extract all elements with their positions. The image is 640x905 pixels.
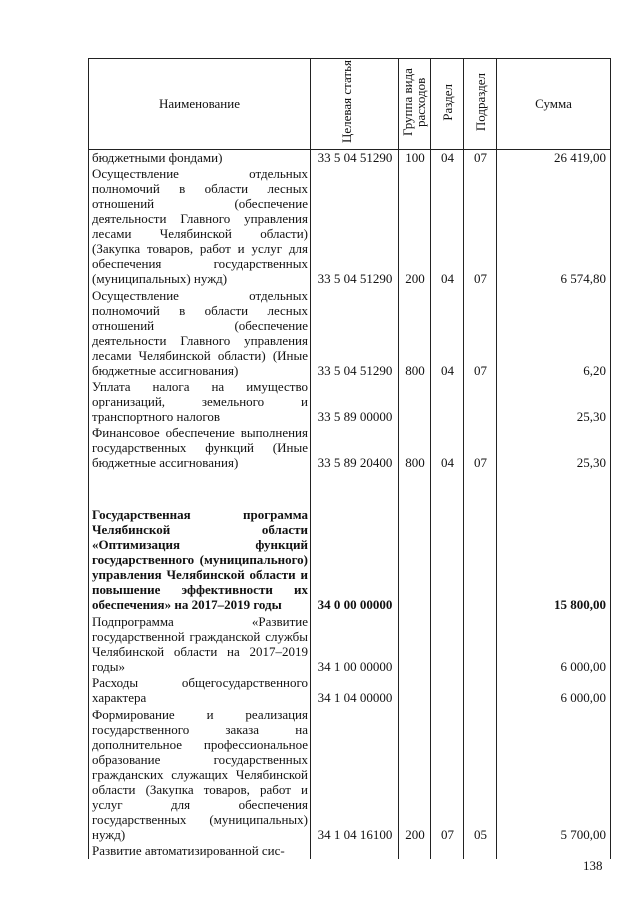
row-target-article: 33 5 04 51290 [311, 166, 399, 287]
table-row [89, 471, 611, 613]
row-target-article: 33 5 04 51290 [311, 150, 399, 167]
row-section: 04 [431, 287, 464, 379]
row-name: Расходы общегосударственного характера [89, 675, 311, 706]
row-name: Государственная программа Челябинской области «Оптимизация функций государственного (муниципального) управления Челябинской области и повышение эффективности их обеспечения» на 2017–2019 годы [89, 471, 311, 613]
row-expense-group [399, 675, 431, 706]
table-row [89, 150, 611, 167]
row-sum: 6 000,00 [497, 613, 611, 675]
row-expense-group: 200 [399, 166, 431, 287]
row-sum: 25,30 [497, 379, 611, 425]
row-section [431, 843, 464, 859]
row-subsection: 07 [464, 287, 497, 379]
row-subsection: 05 [464, 706, 497, 843]
row-expense-group [399, 471, 431, 613]
row-name: Финансовое обеспечение выполнения государственных функций (Иные бюджетные ассигнования) [89, 425, 311, 471]
header-name: Наименование [89, 59, 311, 150]
row-target-article: 33 5 89 20400 [311, 425, 399, 471]
row-subsection [464, 471, 497, 613]
row-target-article: 33 5 04 51290 [311, 287, 399, 379]
row-subsection: 07 [464, 166, 497, 287]
row-name: Осуществление отдельных полномочий в области лесных отношений (обеспечение деятельности Главного управления лесами Челябинской области) (Закупка товаров, работ и услуг для обеспечения государственных (муниципальных) нужд) [89, 166, 311, 287]
row-expense-group [399, 379, 431, 425]
row-subsection [464, 843, 497, 859]
header-target-article: Целевая статья [311, 59, 399, 150]
table-row [89, 166, 611, 287]
header-subsection: Подраздел [464, 59, 497, 150]
row-sum: 25,30 [497, 425, 611, 471]
row-target-article: 34 1 00 00000 [311, 613, 399, 675]
row-section: 04 [431, 150, 464, 167]
row-sum: 6 000,00 [497, 675, 611, 706]
row-sum: 5 700,00 [497, 706, 611, 843]
row-name: бюджетными фондами) [89, 150, 311, 167]
row-subsection [464, 379, 497, 425]
table-row [89, 287, 611, 379]
row-target-article: 33 5 89 00000 [311, 379, 399, 425]
budget-table [88, 58, 611, 859]
row-subsection: 07 [464, 150, 497, 167]
table-body [89, 150, 611, 860]
table-row [89, 675, 611, 706]
row-sum [497, 843, 611, 859]
row-expense-group: 100 [399, 150, 431, 167]
table-row [89, 843, 611, 859]
row-expense-group: 800 [399, 425, 431, 471]
row-expense-group: 200 [399, 706, 431, 843]
row-subsection [464, 675, 497, 706]
row-name: Развитие автоматизированной сис- [89, 843, 311, 859]
row-section [431, 613, 464, 675]
row-expense-group [399, 843, 431, 859]
row-subsection [464, 613, 497, 675]
row-target-article: 34 0 00 00000 [311, 471, 399, 613]
row-sum: 6,20 [497, 287, 611, 379]
row-name: Осуществление отдельных полномочий в области лесных отношений (обеспечение деятельности Главного управления лесами Челябинской области) (Иные бюджетные ассигнования) [89, 287, 311, 379]
row-subsection: 07 [464, 425, 497, 471]
row-name: Подпрограмма «Развитие государственной гражданской службы Челябинской области на 2017–2019 годы» [89, 613, 311, 675]
row-target-article: 34 1 04 00000 [311, 675, 399, 706]
row-expense-group [399, 613, 431, 675]
row-section [431, 471, 464, 613]
table-row [89, 706, 611, 843]
row-section: 04 [431, 425, 464, 471]
row-target-article [311, 843, 399, 859]
table-header [89, 59, 611, 150]
row-name: Уплата налога на имущество организаций, земельного и транспортного налогов [89, 379, 311, 425]
table-row [89, 379, 611, 425]
table-row [89, 425, 611, 471]
row-target-article: 34 1 04 16100 [311, 706, 399, 843]
page-number: 138 [583, 858, 603, 873]
row-expense-group: 800 [399, 287, 431, 379]
row-name: Формирование и реализация государственного заказа на дополнительное профессиональное образование государственных гражданских служащих Челябинской области (Закупка товаров, работ и услуг для обеспечения государственных (муниципальных) нужд) [89, 706, 311, 843]
row-sum: 6 574,80 [497, 166, 611, 287]
header-section: Раздел [431, 59, 464, 150]
row-section [431, 379, 464, 425]
header-expense-group: Группа вида расходов [399, 59, 431, 150]
row-section: 07 [431, 706, 464, 843]
header-sum: Сумма [497, 59, 611, 150]
table-row [89, 613, 611, 675]
row-sum: 26 419,00 [497, 150, 611, 167]
row-sum: 15 800,00 [497, 471, 611, 613]
row-section [431, 675, 464, 706]
row-section: 04 [431, 166, 464, 287]
